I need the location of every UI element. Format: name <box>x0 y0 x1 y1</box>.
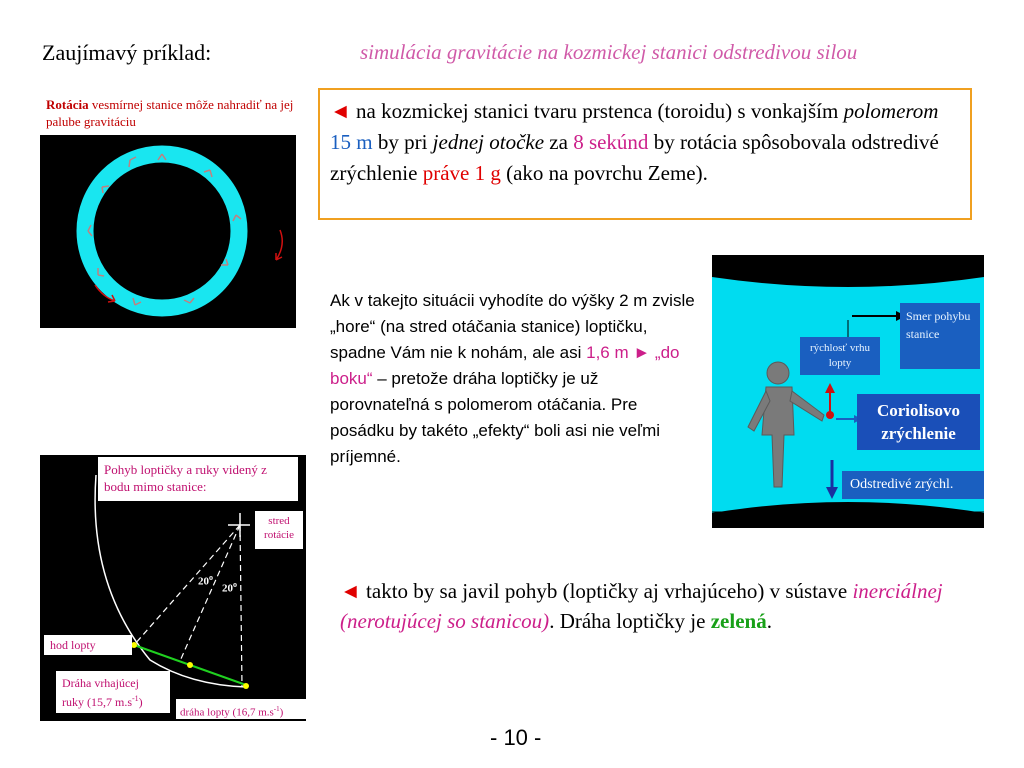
label-hand-path-line2 <box>62 691 164 710</box>
explanation-sideways: „do boku“ <box>330 343 680 388</box>
bottom-text-3: . Dráha loptičky je <box>549 609 711 633</box>
label-ball-path-sup: -1 <box>273 705 280 713</box>
label-ball-path-paren: ) <box>279 706 284 719</box>
info-box <box>318 88 972 220</box>
bottom-arrow: ◄ <box>340 579 361 603</box>
rotation-caption-lead: Rotácia <box>46 97 89 112</box>
label-hand-path-paren: ) <box>138 695 143 709</box>
angle-degree-1: o <box>209 573 213 582</box>
station-ring <box>85 154 239 308</box>
info-text-9: by rotácia spôsobovala odstredivé zrýchlenie <box>330 130 939 185</box>
explanation-text-5: – pretože dráha loptičky je už porovnateľná s polomerom otáčania. Pre posádku by takéto „efekty“ boli asi nie veľmi príjemné. <box>330 369 661 466</box>
label-hand-path <box>56 671 170 713</box>
label-hand-path-text: ruky (15,7 m.s <box>62 695 132 709</box>
info-text-5: by pri <box>372 130 433 154</box>
info-value-radius: 15 m <box>330 130 373 154</box>
angle-value-2: 20 <box>222 582 233 595</box>
info-value-period: 8 sekúnd <box>573 130 649 154</box>
explanation-value-distance: 1,6 m ► <box>586 343 651 362</box>
info-text-one-turn: jednej otočke <box>432 130 545 154</box>
info-arrow: ◄ <box>330 99 351 123</box>
label-ball-path-text: dráha lopty (16,7 m.s <box>180 706 274 719</box>
bottom-inertial-frame: inerciálnej (nerotujúcej so stanicou) <box>340 579 943 633</box>
angle-degree-2: o <box>233 580 237 589</box>
page-number: - 10 - <box>490 725 542 750</box>
label-rotation-center: stred rotácie <box>255 511 303 549</box>
label-direction: Smer pohybu stanice <box>900 303 980 369</box>
slide-title: Zaujímavý príklad: <box>42 40 212 65</box>
slide-subtitle: simulácia gravitácie na kozmickej stanici odstredivou silou <box>360 40 858 64</box>
trajectory-diagram <box>40 455 306 721</box>
angle-value-1: 20 <box>198 575 209 588</box>
explanation-paragraph <box>330 288 695 470</box>
ring-station-image <box>40 135 296 328</box>
info-text-1: na kozmickej stanici tvaru prstenca (toroidu) s vonkajším <box>350 99 844 123</box>
info-text-radius: polomerom <box>843 99 939 123</box>
explanation-text-1: Ak v takejto situácii vyhodíte do výšky 2 m zvisle „hore“ (na stred otáčania stanice) loptičku, spadne Vám nie k nohám, ale asi <box>330 291 695 362</box>
rotation-caption-rest: vesmírnej stanice môže nahradiť na jej palube gravitáciu <box>46 97 294 129</box>
rotation-caption <box>46 96 296 130</box>
angle-label-2 <box>222 580 237 595</box>
label-throw: hod lopty <box>44 635 132 655</box>
info-value-1g: práve 1 g <box>422 161 501 185</box>
ball <box>826 411 834 419</box>
bottom-green-word: zelená <box>710 609 767 633</box>
trajectory-caption: Pohyb loptičky a ruky videný z bodu mimo stanice: <box>98 457 298 501</box>
label-centrifugal: Odstredivé zrýchl. <box>842 471 984 499</box>
bottom-text-1: takto by sa javil pohyb (loptičky aj vrhajúceho) v sústave <box>360 579 853 603</box>
label-throw-speed: rýchlosť vrhu lopty <box>800 337 880 375</box>
info-text-11: (ako na povrchu Zeme). <box>500 161 708 185</box>
inertial-frame-paragraph <box>340 576 1000 636</box>
angle-label-1 <box>198 573 213 588</box>
label-ball-path <box>176 699 306 719</box>
info-text-7: za <box>544 130 574 154</box>
station-interior-diagram <box>712 255 984 528</box>
label-coriolis: Coriolisovo zrýchlenie <box>857 394 980 450</box>
label-hand-path-line1: Dráha vrhajúcej <box>62 676 139 690</box>
label-hand-path-sup: -1 <box>132 694 139 703</box>
bottom-text-5: . <box>766 609 772 633</box>
ring-station-drawing <box>40 135 296 328</box>
